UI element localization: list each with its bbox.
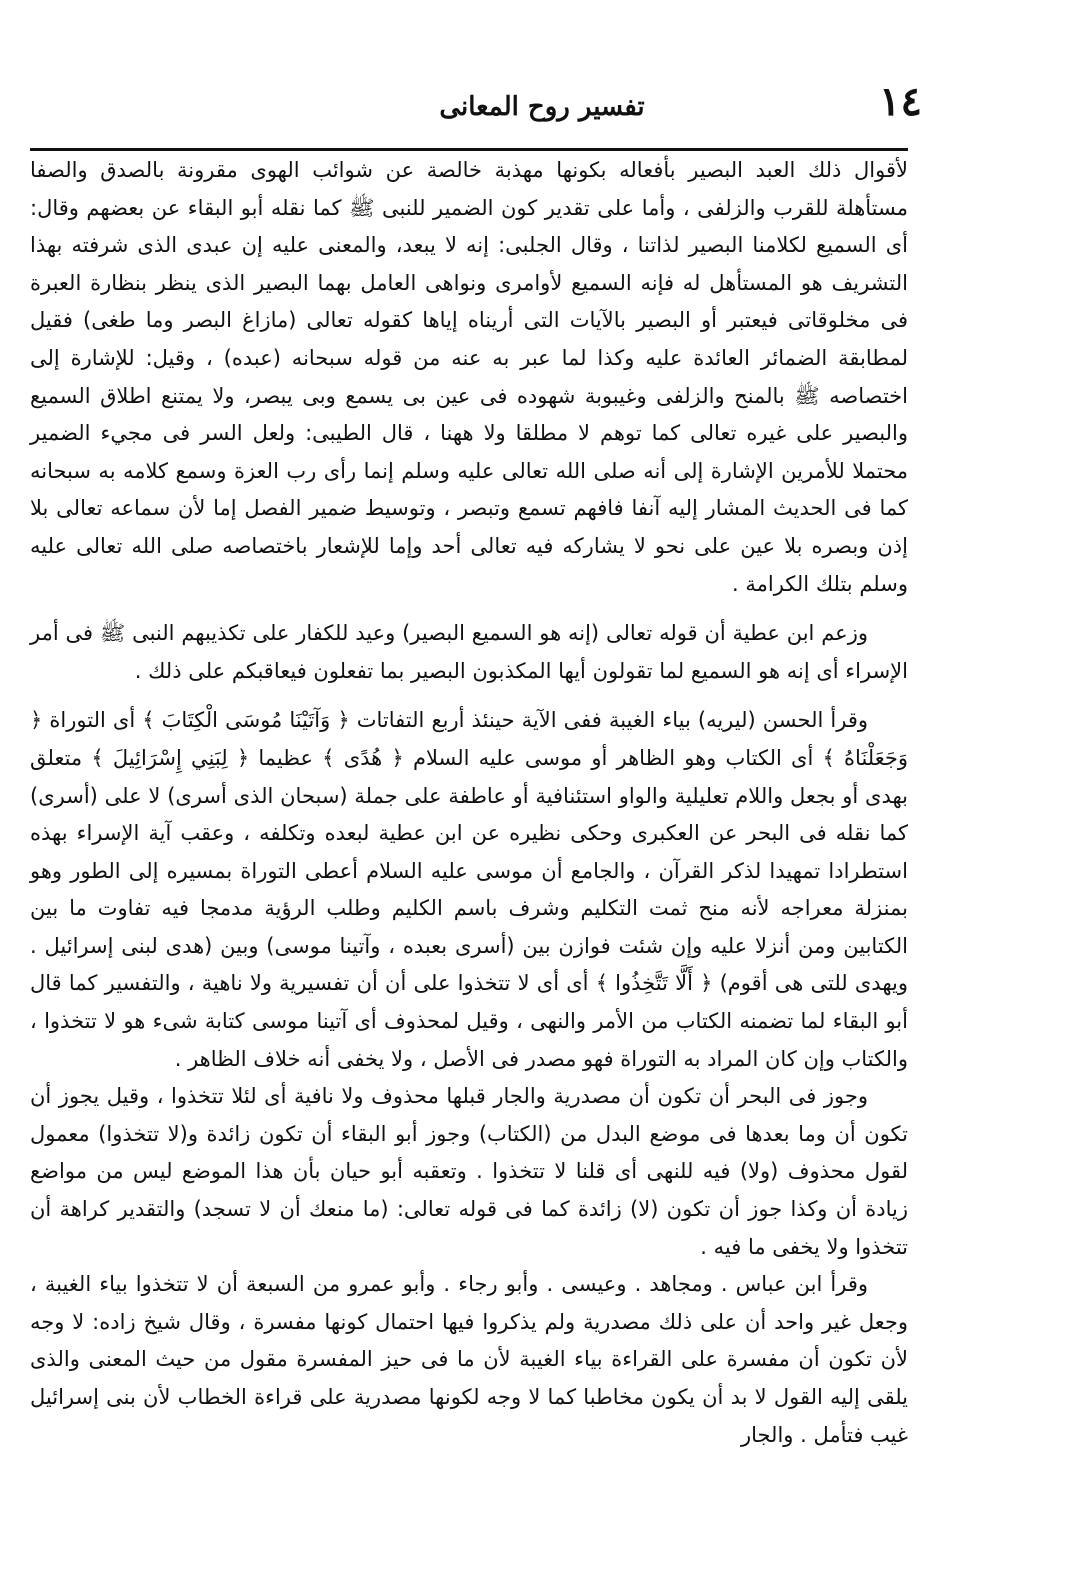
paragraph: لأقوال ذلك العبد البصير بأفعاله بكونها مهذبة خالصة عن شوائب الهوى مقرونة بالصدق والصفا مستأهلة للقرب والزلفى ، وأما على تقدير كون الضمير للنبى ﷺ كما نقله أبو البقاء عن بعضهم وقال: أى السميع لكلامنا البصير لذاتنا ، وقال الجلبى: إنه لا يبعد، والمعنى عليه إن عبدى الذى شرفته بهذا التشريف هو المستأهل له فإنه السميع لأوامرى ونواهى العامل بهما البصير الذى ينظر بنظارة العبرة فى مخلوقاتى فيعتبر أو البصير بالآيات التى أريناه إياها كقوله تعالى (مازاغ البصر وما طغى) فقيل لمطابقة الضمائر العائدة عليه وكذا لما عبر به عنه من قوله سبحانه (عبده) ، وقيل: للإشارة إلى اختصاصه ﷺ بالمنح والزلفى وغيبوبة شهوده فى عين بى يسمع وبى يبصر، ولا يمتنع اطلاق السميع والبصير على غيره تعالى كما توهم لا مطلقا ولا ههنا ، قال الطيبى: ولعل السر فى مجيء الضمير محتملا للأمرين الإشارة إلى أنه صلى الله تعالى عليه وسلم إنما رأى رب العزة وسمع كلامه به سبحانه كما فى الحديث المشار إليه آنفا فافهم تسمع وتبصر ، وتوسيط ضمير الفصل إما لأن سماعه تعالى بلا إذن وبصره بلا عين على نحو لا يشاركه فيه تعالى أحد وإما للإشعار باختصاصه صلى الله تعالى عليه وسلم بتلك الكرامة .	[30, 158, 908, 596]
paragraph: وجوز فى البحر أن تكون أن مصدرية والجار قبلها محذوف ولا نافية أى لئلا تتخذوا ، وقيل يجوز أن تكون أن وما بعدها فى موضع البدل من (الكتاب) وجوز أبو البقاء أن تكون زائدة و(لا تتخذوا) معمول لقول محذوف (ولا) فيه للنهى أى قلنا لا تتخذوا . وتعقبه أبو حيان بأن هذا الموضع ليس من مواضع زيادة أن وكذا جوز أن تكون (لا) زائدة كما فى قوله تعالى: (ما منعك أن لا تسجد) والتقدير كراهة أن تتخذوا ولا يخفى ما فيه .	[30, 1084, 908, 1259]
paragraph: وقرأ ابن عباس . ومجاهد . وعيسى . وأبو رجاء . وأبو عمرو من السبعة أن لا تتخذوا بياء الغيبة ، وجعل غير واحد أن على ذلك مصدرية ولم يذكروا فيها احتمال كونها مفسرة ، وقال شيخ زاده: لا وجه لأن تكون أن مفسرة على القراءة بياء الغيبة لأن ما فى حيز المفسرة مقول من حيث المعنى والذى يلقى إليه القول لا بد أن يكون مخاطبا كما لا وجه لكونها مصدرية على قراءة الخطاب لأن بنى إسرائيل غيب فتأمل . والجار	[30, 1272, 908, 1447]
running-head	[30, 78, 1054, 130]
body-text	[30, 152, 908, 1454]
header-rule	[30, 148, 908, 151]
header-title: تفسير روح المعانى	[439, 92, 645, 122]
page-number: ١٤	[879, 78, 922, 125]
paragraph: وقرأ الحسن (ليريه) بياء الغيبة ففى الآية حينئذ أربع التفاتات ﴿ وَآتَيْنَا مُوسَى الْكِتَابَ ﴾ أى التوراة ﴿ وَجَعَلْنَاهُ ﴾ أى الكتاب وهو الظاهر أو موسى عليه السلام ﴿ هُدًى ﴾ عظيما ﴿ لِبَنِي إِسْرَائِيلَ ﴾ متعلق بهدى أو بجعل واللام تعليلية والواو استئنافية أو عاطفة على جملة (سبحان الذى أسرى) لا على (أسرى) كما نقله فى البحر عن العكبرى وحكى نظيره عن ابن عطية لبعده وتكلفه ، وعقب آية الإسراء بهذه استطرادا تمهيدا لذكر القرآن ، والجامع أن موسى عليه السلام أعطى التوراة بمسيره إلى الطور وهو بمنزلة معراجه لأنه منح ثمت التكليم وشرف باسم الكليم وطلب الرؤية مدمجا فيه تفاوت ما بين الكتابين ومن أنزلا عليه وإن شئت فوازن بين (أسرى بعبده ، وآتينا موسى) وبين (هدى لبنى إسرائيل . ويهدى للتى هى أقوم) ﴿ أَلَّا تَتَّخِذُوا ﴾ أى أى لا تتخذوا على أن أن تفسيرية ولا ناهية ، والتفسير كما قال أبو البقاء لما تضمنه الكتاب من الأمر والنهى ، وقيل لمحذوف أى آتينا موسى كتابة شىء هو لا تتخذوا ، والكتاب وإن كان المراد به التوراة فهو مصدر فى الأصل ، ولا يخفى أنه خلاف الظاهر .	[30, 708, 908, 1071]
paragraph: وزعم ابن عطية أن قوله تعالى (إنه هو السميع البصير) وعيد للكفار على تكذيبهم النبى ﷺ فى أمر الإسراء أى إنه هو السميع لما تقولون أيها المكذبون البصير بما تفعلون فيعاقبكم على ذلك .	[30, 621, 908, 683]
